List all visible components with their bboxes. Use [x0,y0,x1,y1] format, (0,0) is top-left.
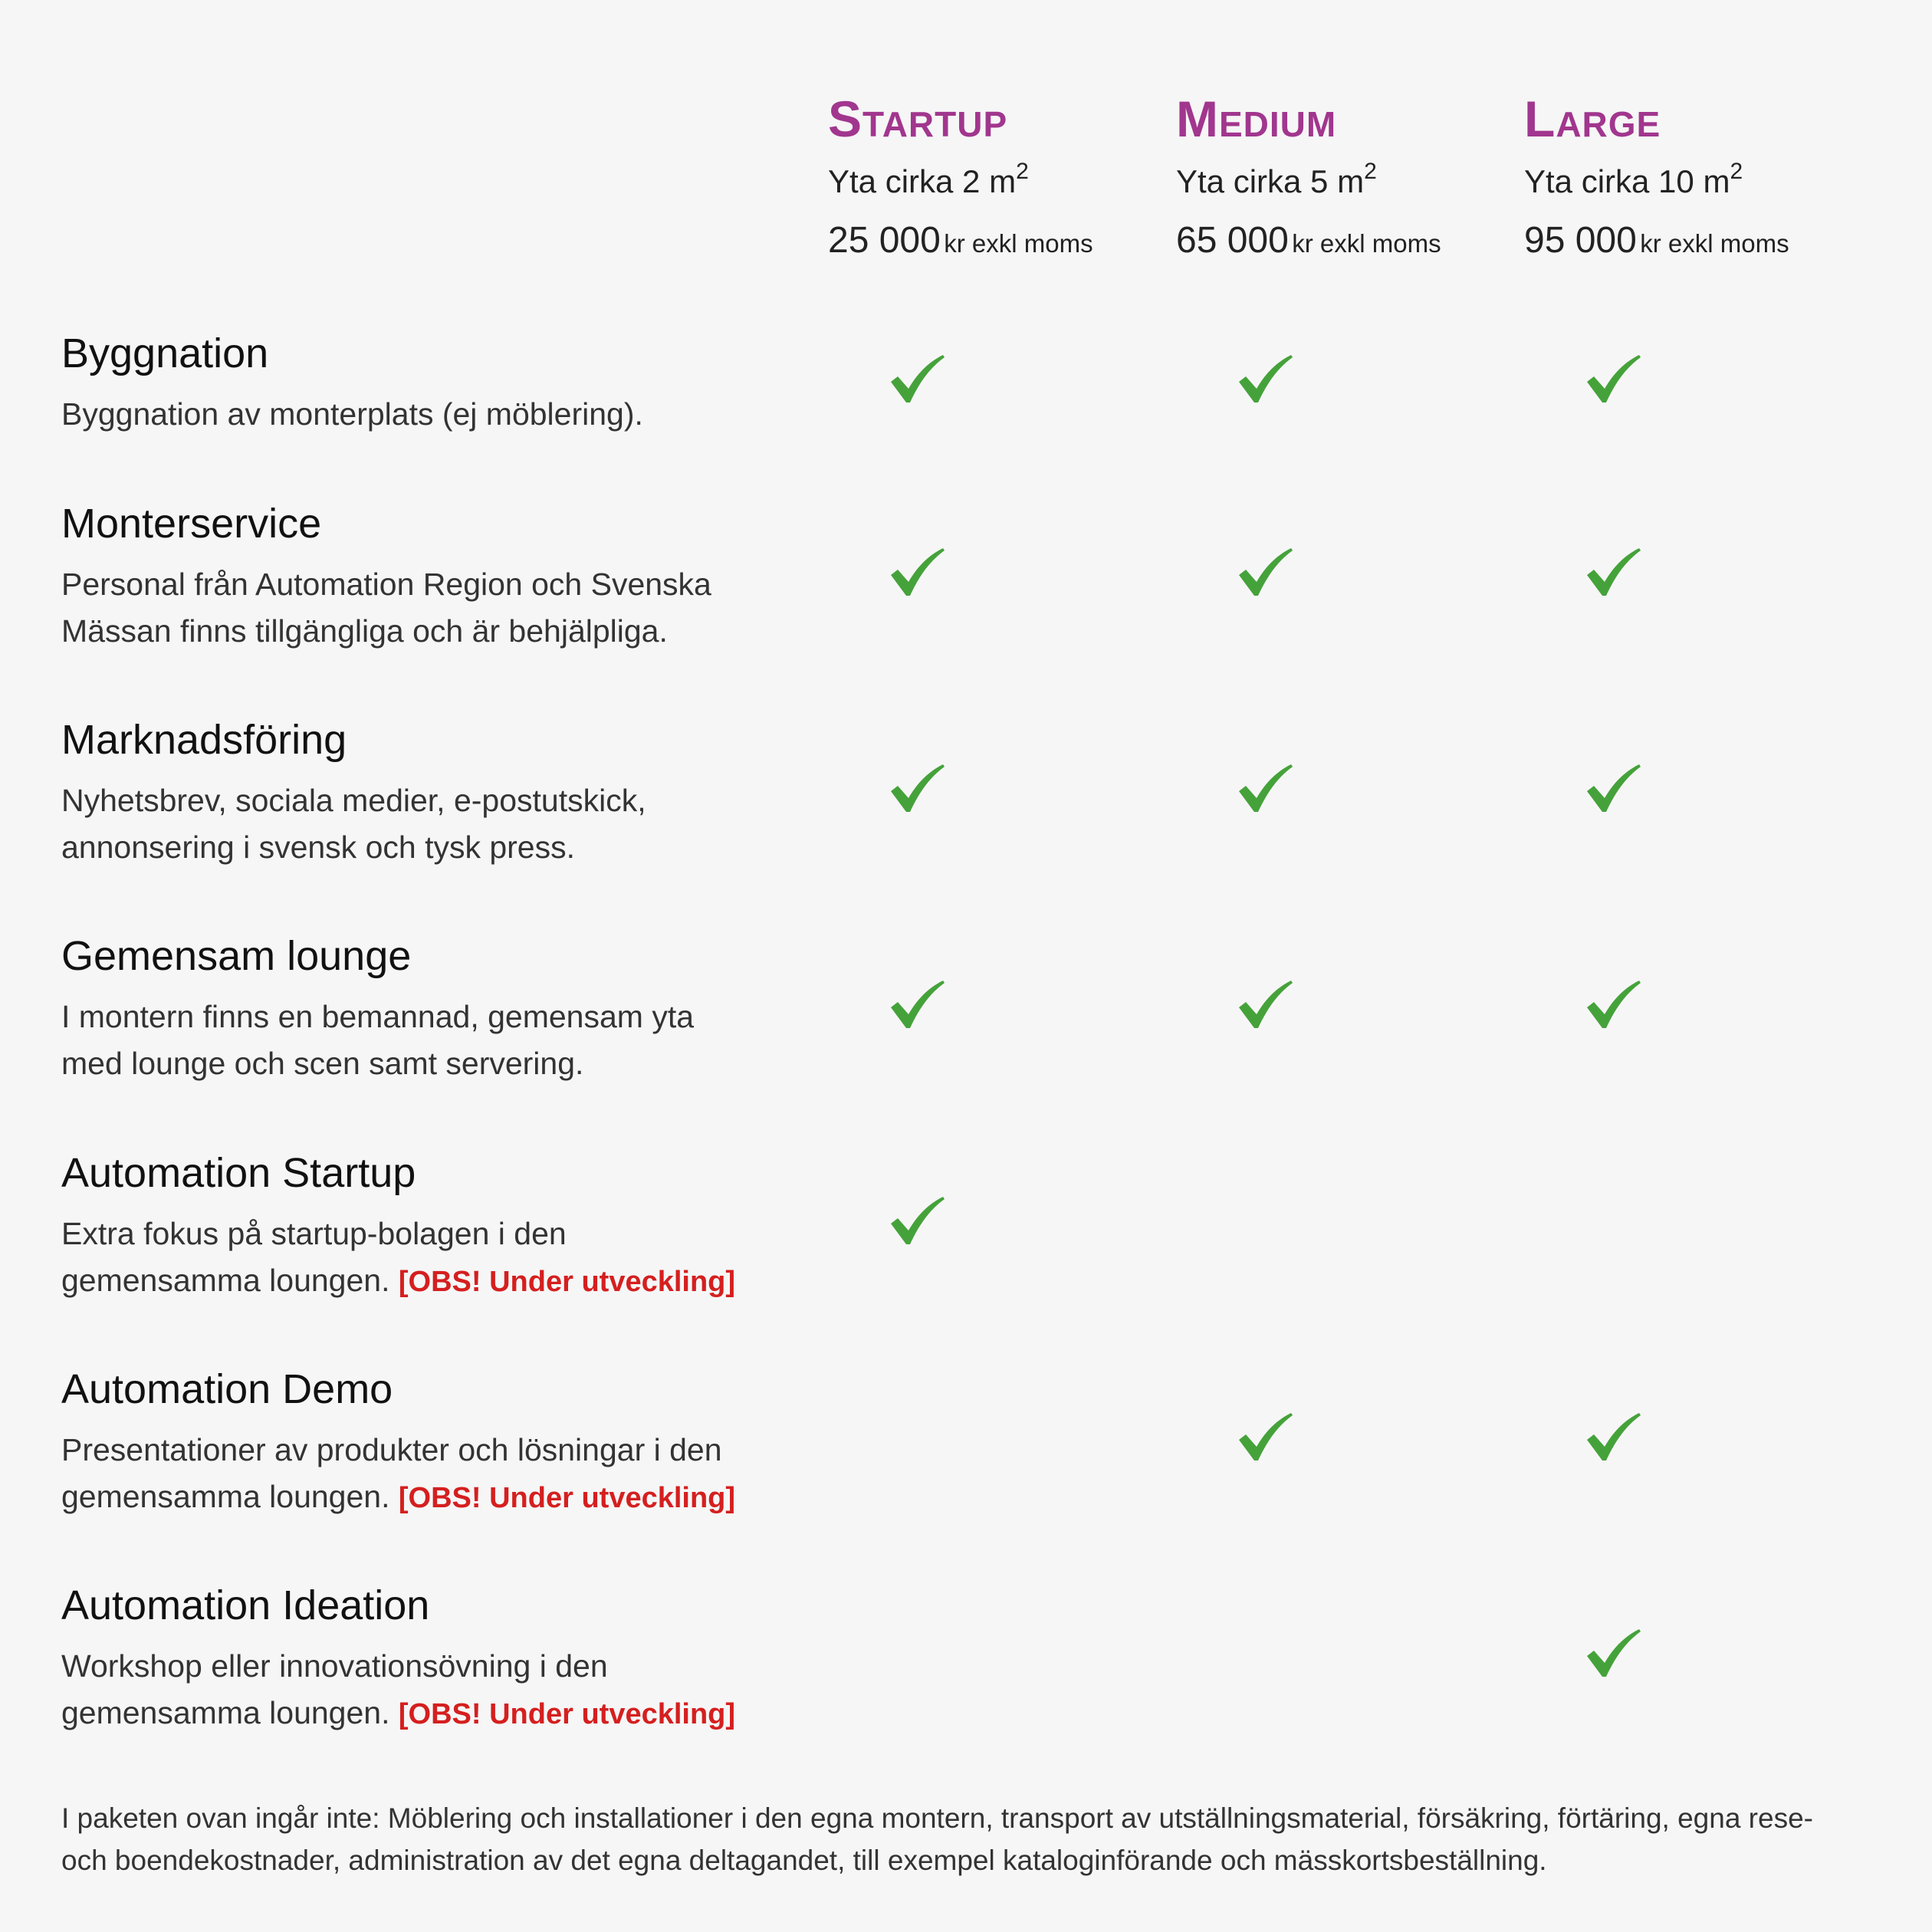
checkmark-icon [889,980,945,1030]
package-price: 95 000 kr exkl moms [1524,220,1789,261]
checkmark-icon [1237,1412,1293,1463]
development-note: [OBS! Under utveckling] [398,1482,736,1514]
checkmark-icon [1237,980,1293,1030]
checkmark-icon [1237,764,1293,814]
checkmark-icon [1585,547,1641,598]
feature-description: Workshop eller innovationsövning i den gemensamma loungen. [OBS! Under utveckling] [61,1648,736,1730]
feature-description: Personal från Automation Region och Svenska Mässan finns tillgängliga och är behjälpliga. [61,567,711,649]
package-name: Startup [828,90,1008,147]
feature-automation-startup [61,1148,797,1306]
checkmark-icon [889,764,945,814]
package-header-startup [828,86,1165,271]
feature-automation-demo [61,1364,797,1522]
package-name: Large [1524,90,1661,147]
checkmark-icon [889,354,945,405]
feature-gemensam-lounge [61,931,797,1087]
checkmark-icon [1585,980,1641,1030]
feature-byggnation [61,328,797,438]
feature-title: Gemensam lounge [61,933,412,979]
feature-title: Automation Ideation [61,1582,430,1628]
feature-title: Marknadsföring [61,717,347,763]
checkmark-icon [889,1196,945,1247]
package-header-medium [1176,86,1513,271]
feature-automation-ideation [61,1580,797,1738]
checkmark-icon [1237,354,1293,405]
checkmark-icon [1585,1412,1641,1463]
package-area: Yta cirka 5 $m^2$ [1176,159,1377,199]
feature-title: Byggnation [61,330,269,376]
feature-description: Byggnation av monterplats (ej möblering). [61,396,643,432]
package-name: Medium [1176,90,1337,147]
checkmark-icon [1585,764,1641,814]
checkmark-icon [1237,547,1293,598]
feature-marknadsforing [61,715,797,871]
feature-title: Automation Demo [61,1366,393,1412]
package-price: 25 000 kr exkl moms [828,220,1093,261]
package-header-large [1524,86,1861,271]
development-note: [OBS! Under utveckling] [398,1698,736,1730]
checkmark-icon [1585,354,1641,405]
feature-description: Nyhetsbrev, sociala medier, e-postutskick, annonsering i svensk och tysk press. [61,783,646,865]
development-note: [OBS! Under utveckling] [398,1266,736,1298]
feature-monterservice [61,498,797,655]
package-area: Yta cirka 2 $m^2$ [828,159,1029,199]
feature-description: Presentationer av produkter och lösningar i den gemensamma loungen. [OBS! Under utveckling] [61,1432,736,1514]
feature-title: Automation Startup [61,1150,416,1196]
feature-description: Extra fokus på startup-bolagen i den gemensamma loungen. [OBS! Under utveckling] [61,1216,736,1298]
feature-title: Monterservice [61,501,322,547]
checkmark-icon [1585,1628,1641,1679]
checkmark-icon [889,547,945,598]
exclusions-note: I paketen ovan ingår inte: Möblering och installationer i den egna montern, transport av utställningsmaterial, försäkring, förtäring, egna rese- och boendekostnader, administration av det egna deltagandet, till exempel kataloginförande och mässkortsbeställning. [61,1802,1813,1876]
package-area: Yta cirka 10 $m^2$ [1524,159,1743,199]
feature-description: I montern finns en bemannad, gemensam yta med lounge och scen samt servering. [61,999,695,1081]
package-price: 65 000 kr exkl moms [1176,220,1441,261]
